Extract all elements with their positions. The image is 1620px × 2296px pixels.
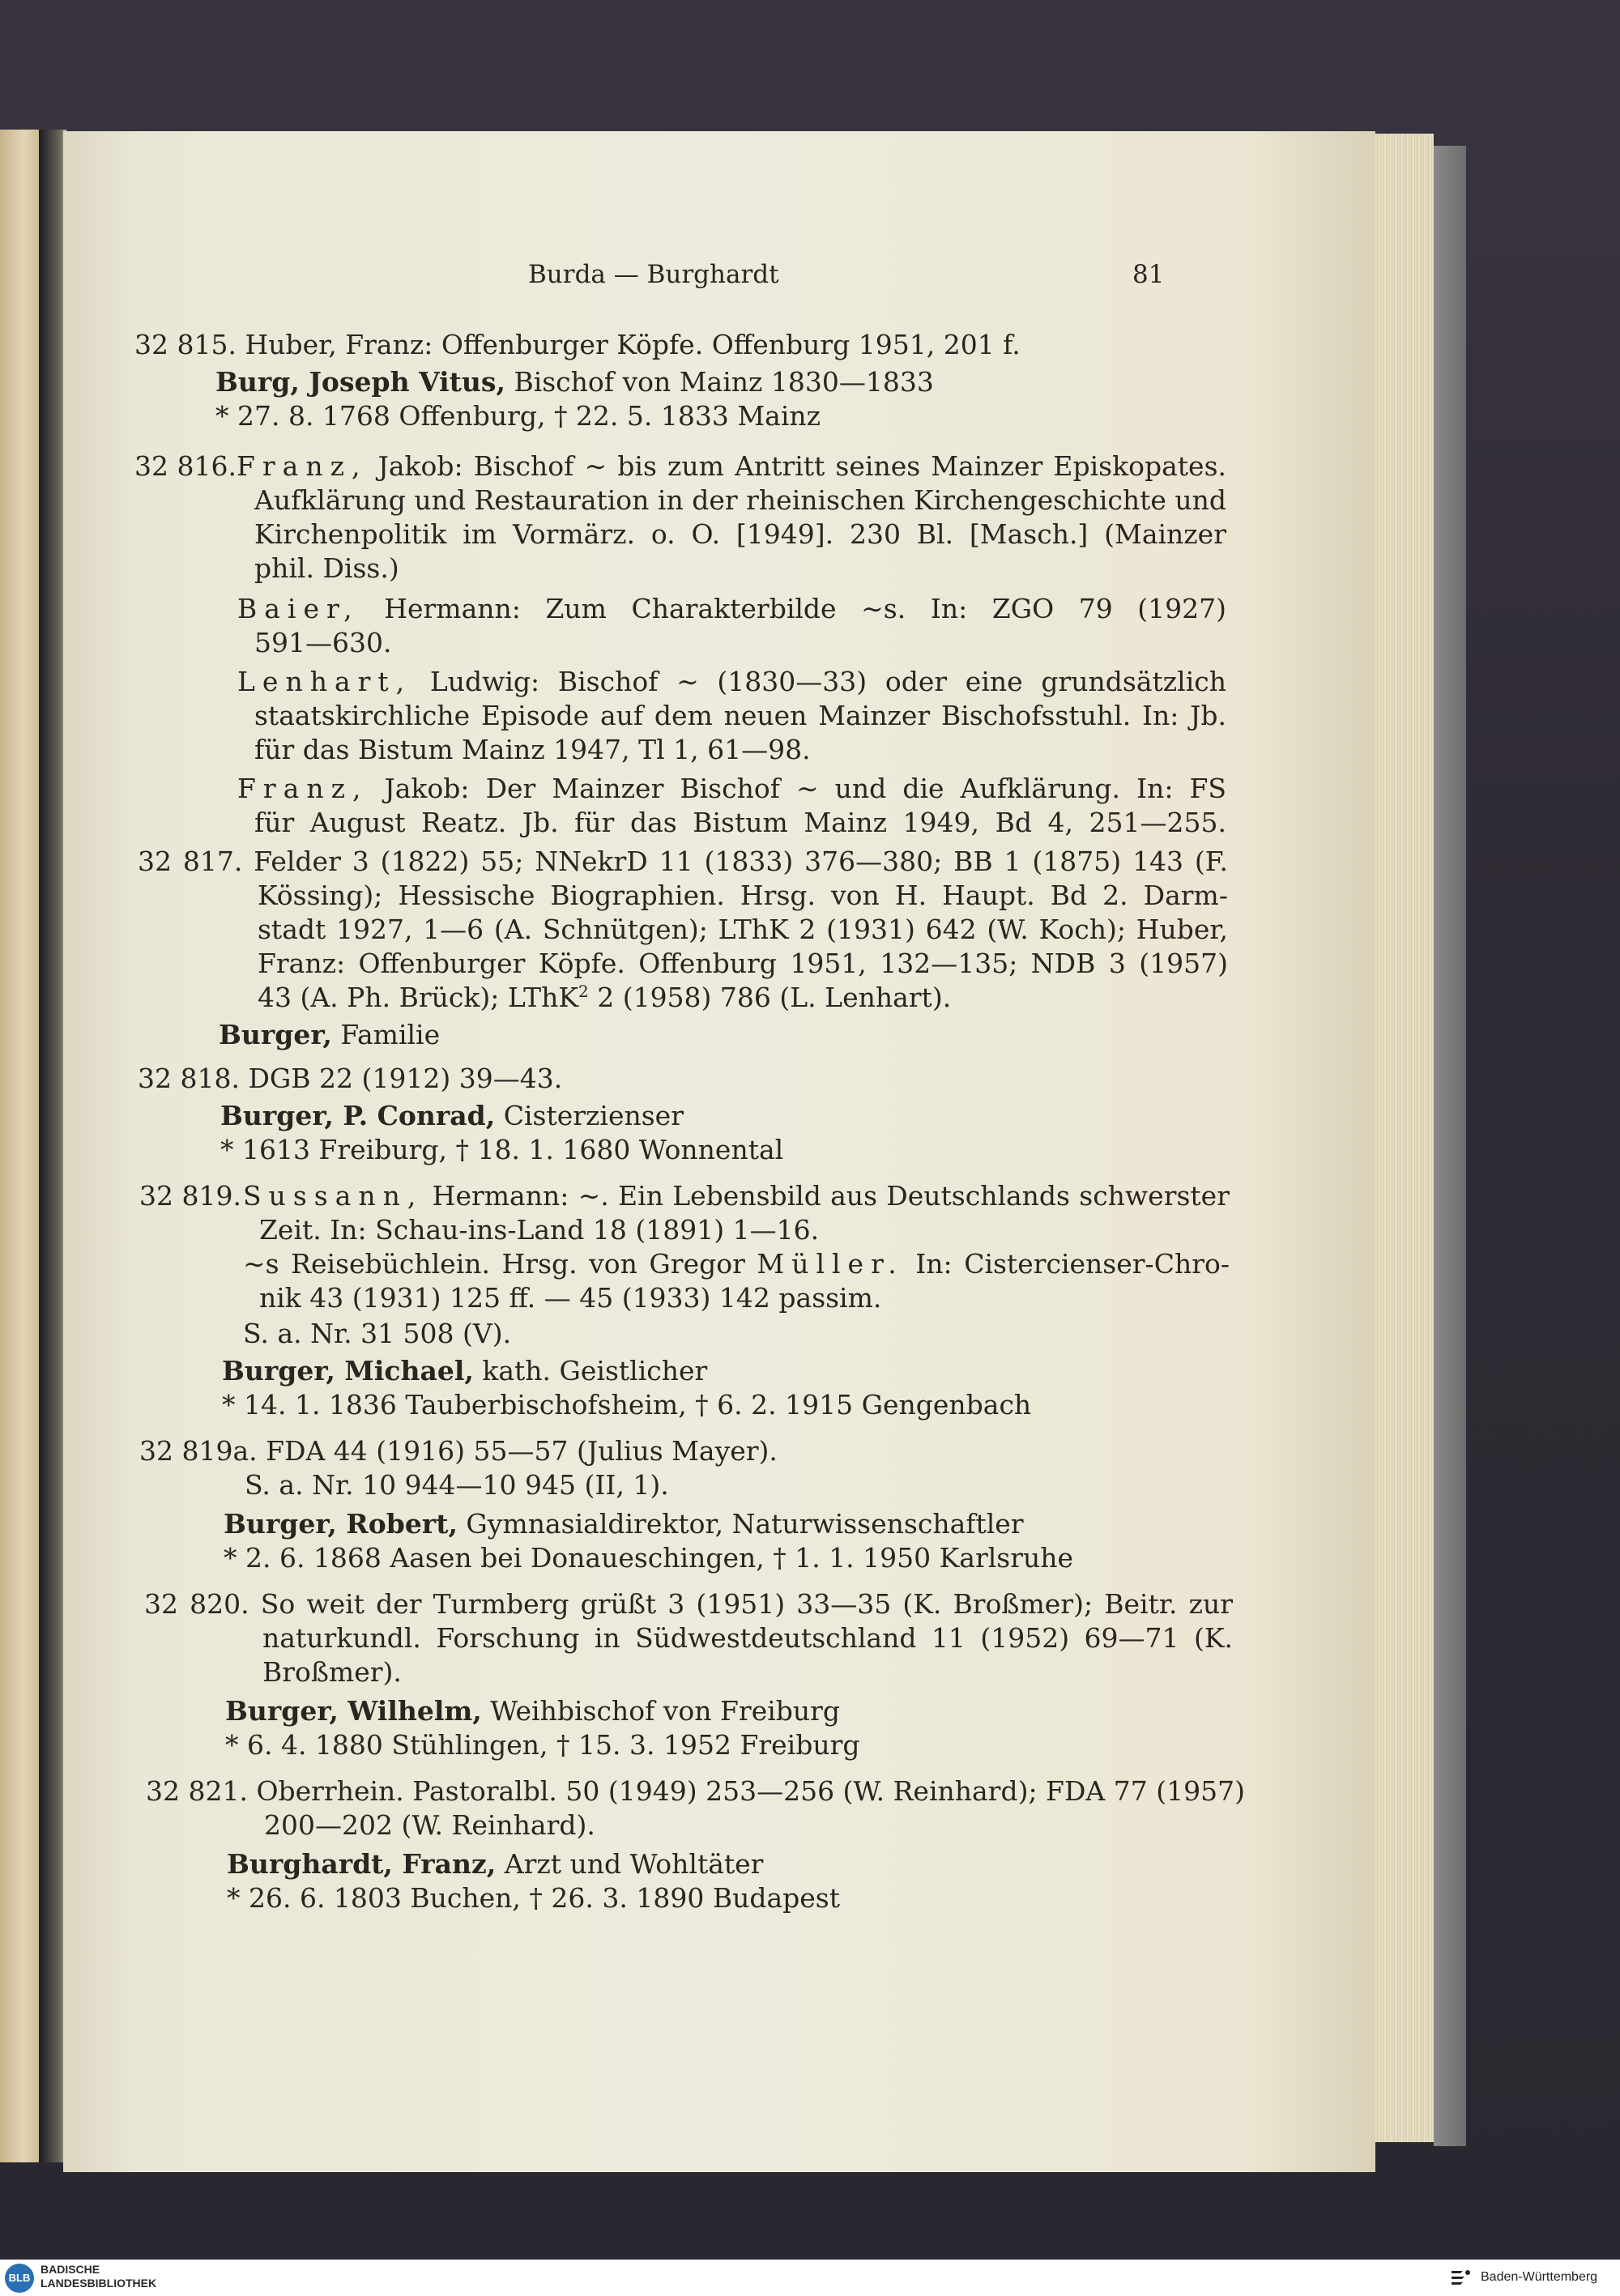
entry-32819-line1: Sussann, Hermann: ∼. Ein Lebensbild aus Deutschlands schwerster bbox=[243, 1180, 1230, 1212]
entry-32819a-line2: S. a. Nr. 10 944—10 945 (II, 1). bbox=[245, 1469, 669, 1501]
entry-32819-line3: ∼s Reisebüchlein. Hrsg. von Gregor Müller. In: Cistercienser-Chro- bbox=[243, 1248, 1230, 1280]
book-page bbox=[63, 131, 1375, 2172]
entry-32817-line1: 32 817. Felder 3 (1822) 55; NNekrD 11 (1833) 376—380; BB 1 (1875) 143 (F. bbox=[138, 846, 1228, 877]
page-number: 81 bbox=[1132, 260, 1165, 289]
entry-32817-line2: Kössing); Hessische Biographien. Hrsg. von H. Haupt. Bd 2. Darm- bbox=[258, 880, 1228, 911]
dates-burger-robert: * 2. 6. 1868 Aasen bei Donaueschingen, † 1. 1. 1950 Karlsruhe bbox=[224, 1542, 1074, 1574]
left-page-edge bbox=[0, 130, 39, 2162]
blb-logo-icon: BLB bbox=[5, 2264, 34, 2293]
entry-32816-number: 32 816. bbox=[134, 450, 237, 482]
entry-32820-line3: Broßmer). bbox=[262, 1656, 402, 1688]
dates-burger-michael: * 14. 1. 1836 Tauberbischofsheim, † 6. 2. 1915 Gengenbach bbox=[222, 1389, 1032, 1421]
entry-32820-line2: naturkundl. Forschung in Südwestdeutschland 11 (1952) 69—71 (K. bbox=[262, 1622, 1233, 1654]
entry-baier-line1: Baier, Hermann: Zum Charakterbilde ∼s. In: ZGO 79 (1927) bbox=[237, 593, 1226, 624]
heading-burger-wilhelm: Burger, Wilhelm, Weihbischof von Freiburg bbox=[225, 1695, 841, 1727]
entry-32816-line1: Franz, Jakob: Bischof ∼ bis zum Antritt seines Mainzer Episkopates. bbox=[237, 450, 1226, 482]
entry-32816-line4: phil. Diss.) bbox=[254, 552, 399, 584]
library-name: BADISCHE LANDESBIBLIOTHEK bbox=[40, 2263, 157, 2290]
entry-32817-line5: 43 (A. Ph. Brück); LThK$^2$ 2 (1958) 786 (L. Lenhart). bbox=[258, 982, 952, 1013]
entry-32817-line4: Franz: Offenburger Köpfe. Offenburg 1951, 132—135; NDB 3 (1957) bbox=[258, 948, 1228, 979]
heading-burger-conrad: Burger, P. Conrad, Cisterzienser bbox=[220, 1100, 684, 1131]
dates-burger-conrad: * 1613 Freiburg, † 18. 1. 1680 Wonnental bbox=[220, 1134, 784, 1165]
entry-franz-line2: für August Reatz. Jb. für das Bistum Mainz 1949, Bd 4, 251—255. bbox=[254, 807, 1226, 838]
heading-burg: Burg, Joseph Vitus, Bischof von Mainz 1830—1833 bbox=[215, 366, 934, 398]
heading-burger-michael: Burger, Michael, kath. Geistlicher bbox=[222, 1355, 708, 1387]
entry-32815: 32 815. Huber, Franz: Offenburger Köpfe. Offenburg 1951, 201 f. bbox=[134, 329, 1021, 360]
entry-baier-line2: 591—630. bbox=[254, 627, 392, 658]
entry-32820-line1: 32 820. So weit der Turmberg grüßt 3 (1951) 33—35 (K. Broßmer); Beitr. zur bbox=[144, 1588, 1233, 1620]
state-label: Baden-Württemberg bbox=[1481, 2270, 1598, 2284]
heading-burger-familie: Burger, Familie bbox=[219, 1019, 441, 1050]
entry-32819-line4: nik 43 (1931) 125 ff. — 45 (1933) 142 passim. bbox=[259, 1282, 882, 1314]
entry-32819-line5: S. a. Nr. 31 508 (V). bbox=[243, 1318, 512, 1349]
heading-burghardt-franz: Burghardt, Franz, Arzt und Wohltäter bbox=[227, 1848, 764, 1880]
book-spine bbox=[39, 130, 66, 2162]
entry-lenhart-line2: staatskirchliche Episode auf dem neuen Mainzer Bischofsstuhl. In: Jb. bbox=[254, 700, 1226, 731]
entry-32817-line3: stadt 1927, 1—6 (A. Schnütgen); LThK 2 (1931) 642 (W. Koch); Huber, bbox=[258, 914, 1228, 945]
entry-32816-line3: Kirchenpolitik im Vormärz. o. O. [1949]. 230 Bl. [Masch.] (Mainzer bbox=[254, 518, 1226, 550]
bw-lions-icon bbox=[1448, 2266, 1473, 2290]
entry-franz-line1: Franz, Jakob: Der Mainzer Bischof ∼ und die Aufklärung. In: FS bbox=[237, 773, 1226, 804]
dates-burghardt-franz: * 26. 6. 1803 Buchen, † 26. 3. 1890 Budapest bbox=[227, 1882, 840, 1914]
entry-32821-line1: 32 821. Oberrhein. Pastoralbl. 50 (1949) 253—256 (W. Reinhard); FDA 77 (1957) bbox=[146, 1775, 1245, 1807]
dates-burger-wilhelm: * 6. 4. 1880 Stühlingen, † 15. 3. 1952 Freiburg bbox=[225, 1729, 860, 1761]
book-cover-edge bbox=[1434, 146, 1466, 2146]
viewer-footer bbox=[0, 2260, 1620, 2296]
entry-32816-line2: Aufklärung und Restauration in der rheinischen Kirchengeschichte und bbox=[254, 484, 1227, 516]
entry-32819a: 32 819a. FDA 44 (1916) 55—57 (Julius Mayer). bbox=[139, 1435, 778, 1467]
entry-lenhart-line1: Lenhart, Ludwig: Bischof ∼ (1830—33) oder eine grundsätzlich bbox=[237, 666, 1226, 697]
heading-burger-robert: Burger, Robert, Gymnasialdirektor, Naturwissenschaftler bbox=[224, 1508, 1024, 1540]
entry-32819-line2: Zeit. In: Schau-ins-Land 18 (1891) 1—16. bbox=[259, 1214, 820, 1246]
page-stack-edges bbox=[1375, 134, 1434, 2142]
dates-burg: * 27. 8. 1768 Offenburg, † 22. 5. 1833 Mainz bbox=[215, 400, 821, 432]
entry-32821-line2: 200—202 (W. Reinhard). bbox=[264, 1809, 595, 1841]
entry-lenhart-line3: für das Bistum Mainz 1947, Tl 1, 61—98. bbox=[254, 734, 811, 765]
entry-32819-number: 32 819. bbox=[139, 1180, 241, 1212]
running-title: Burda — Burghardt bbox=[528, 260, 779, 289]
entry-32818: 32 818. DGB 22 (1912) 39—43. bbox=[138, 1063, 563, 1094]
